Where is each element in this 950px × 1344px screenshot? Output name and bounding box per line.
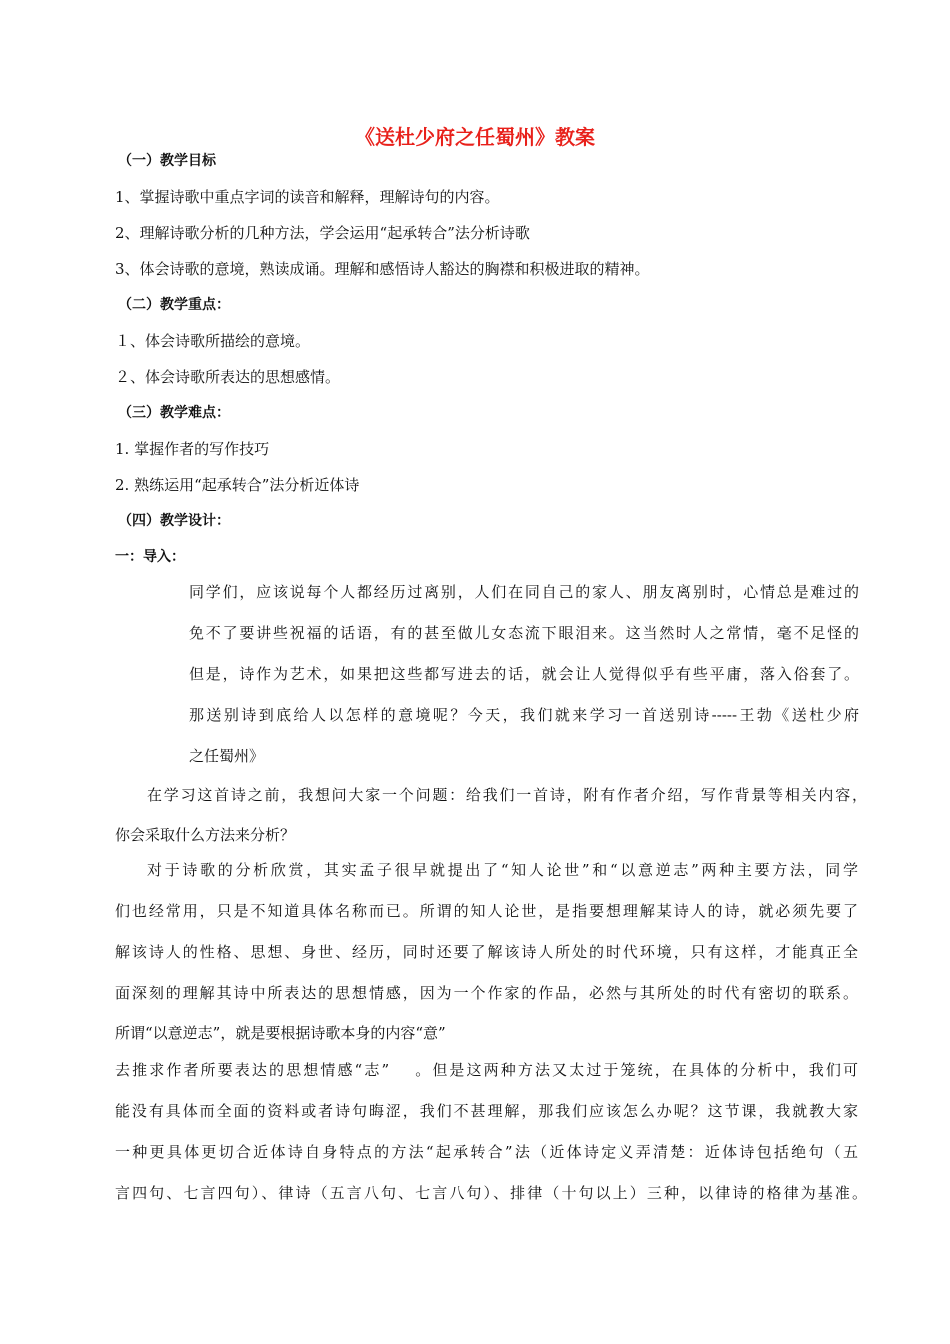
intro-line: 但是，诗作为艺术，如果把这些都写进去的话，就会让人觉得似乎有些平庸，落入俗套了。 (189, 665, 859, 683)
key-point-item: ２、体会诗歌所表达的思想感情。 (115, 368, 341, 386)
key-point-item: １、体会诗歌所描绘的意境。 (115, 332, 311, 350)
difficulty-item: 2. 熟练运用“起承转合”法分析近体诗 (115, 476, 360, 494)
paragraph-line: 解该诗人的性格、思想、身世、经历，同时还要了解该诗人所处的时代环境，只有这样，才能真正全 (115, 943, 858, 961)
paragraph-line: 去推求作者所要表达的思想情感“志” 。但是这两种方法又太过于笼统，在具体的分析中，我们可 (115, 1061, 858, 1079)
paragraph-line: 在学习这首诗之前，我想问大家一个问题：给我们一首诗，附有作者介绍，写作背景等相关内容， (147, 786, 867, 804)
paragraph-line: 你会采取什么方法来分析？ (115, 826, 296, 844)
paragraph-line: 言四句、七言四句）、律诗（五言八句、七言八句）、排律（十句以上）三种，以律诗的格律为基准。 (115, 1184, 867, 1202)
paragraph-line: 能没有具体而全面的资料或者诗句晦涩，我们不甚理解，那我们应该怎么办呢？这节课，我就教大家 (115, 1102, 858, 1120)
paragraph-line: 所谓“以意逆志”，就是要根据诗歌本身的内容“意” (115, 1024, 446, 1042)
difficulty-item: 1. 掌握作者的写作技巧 (115, 440, 270, 458)
intro-line: 之任蜀州》 (189, 747, 265, 765)
intro-line: 那送别诗到底给人以怎样的意境呢？今天，我们就来学习一首送别诗-----王勃《送杜少府 (189, 706, 859, 724)
intro-line: 同学们，应该说每个人都经历过离别，人们在同自己的家人、朋友离别时，心情总是难过的 (189, 583, 859, 601)
paragraph-line: 对于诗歌的分析欣赏，其实孟子很早就提出了“知人论世”和“以意逆志”两种主要方法，同学 (147, 861, 858, 879)
intro-subheading: 一：导入： (115, 549, 185, 565)
goal-item: 1、掌握诗歌中重点字词的读音和解释，理解诗句的内容。 (115, 188, 500, 206)
goal-item: 2、理解诗歌分析的几种方法，学会运用“起承转合”法分析诗歌 (115, 224, 530, 242)
goals-heading: （一）教学目标 (118, 153, 216, 169)
paragraph-line: 一种更具体更切合近体诗自身特点的方法“起承转合”法（近体诗定义弄清楚：近体诗包括绝句（五 (115, 1143, 858, 1161)
difficulties-heading: （三）教学难点： (118, 405, 230, 421)
paragraph-line: 面深刻的理解其诗中所表达的思想情感，因为一个作家的作品，必然与其所处的时代有密切的联系。 (115, 984, 858, 1002)
paragraph-line: 们也经常用，只是不知道具体名称而已。所谓的知人论世，是指要想理解某诗人的诗，就必须先要了 (115, 902, 858, 920)
design-heading: （四）教学设计： (118, 513, 230, 529)
intro-line: 免不了要讲些祝福的话语，有的甚至做儿女态流下眼泪来。这当然时人之常情，毫不足怪的 (189, 624, 859, 642)
document-title: 《送杜少府之任蜀州》教案 (355, 125, 595, 149)
key-points-heading: （二）教学重点： (118, 297, 230, 313)
goal-item: 3、体会诗歌的意境，熟读成诵。理解和感悟诗人豁达的胸襟和积极进取的精神。 (115, 260, 650, 278)
